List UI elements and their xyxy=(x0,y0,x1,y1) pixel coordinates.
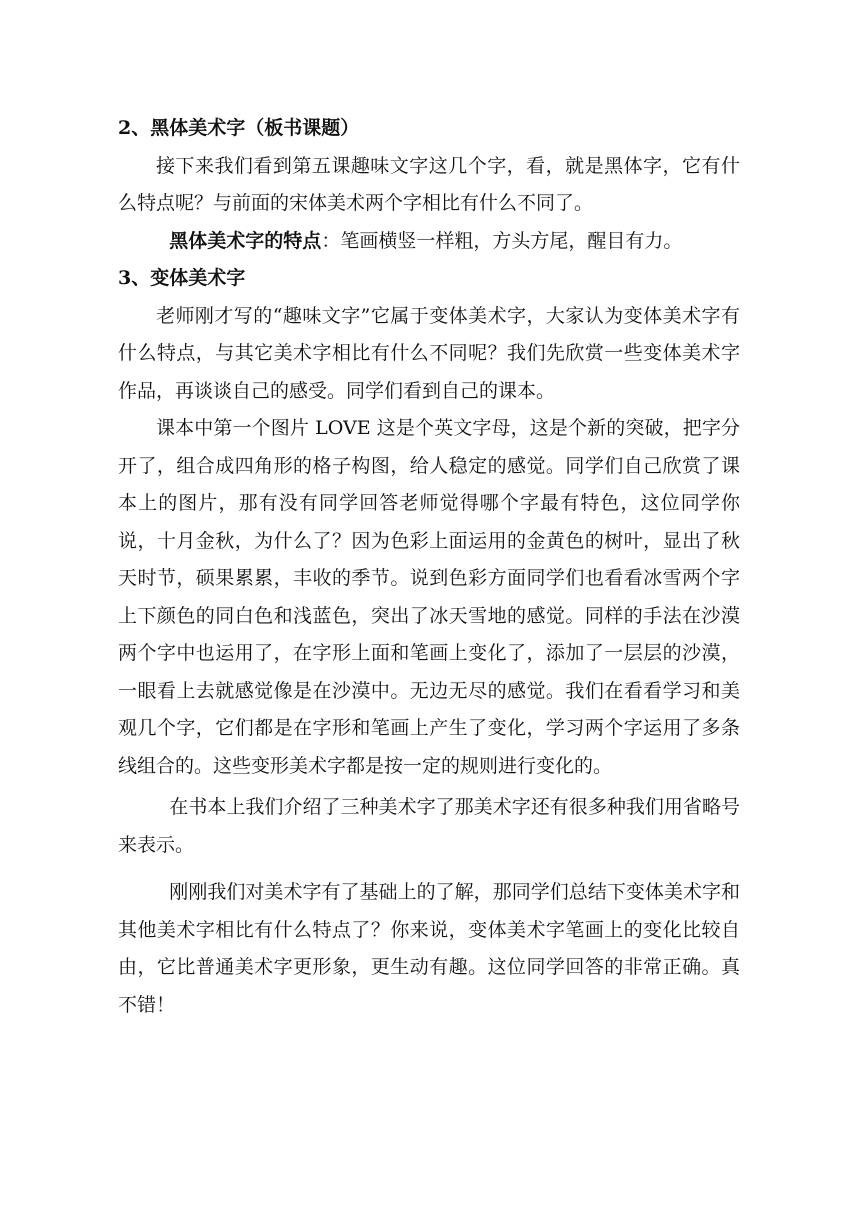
feature-label: 黑体美术字的特点 xyxy=(169,229,322,252)
section-heading-heiti: 2、黑体美术字（板书课题） xyxy=(118,117,360,139)
paragraph-three-types: 在书本上我们介绍了三种美术字了那美术字还有很多种我们用省略号来表示。 xyxy=(118,796,740,856)
paragraph-heiti-intro: 接下来我们看到第五课趣味文字这几个字，看，就是黑体字，它有什么特点呢？与前面的宋体美术两个字相比有什么不同了。 xyxy=(118,154,740,214)
paragraph-love-example: 课本中第一个图片 LOVE 这是个英文字母，这是个新的突破，把字分开了，组合成四角形的格子构图，给人稳定的感觉。同学们自己欣赏了课本上的图片，那有没有同学回答老师觉得哪个字最有特色，这位同学你说，十月金秋，为什么了？因为色彩上面运用的金黄色的树叶，显出了秋天时节，硕果累累，丰收的季节。说到色彩方面同学们也看看冰雪两个字上下颜色的同白色和浅蓝色，突出了冰天雪地的感觉。同样的手法在沙漠两个字中也运用了，在字形上面和笔画上变化了，添加了一层层的沙漠，一眼看上去就感觉像是在沙漠中。无边无尽的感觉。我们在看看学习和美观几个字，它们都是在字形和笔画上产生了变化，学习两个字运用了多条线组合的。这些变形美术字都是按一定的规则进行变化的。 xyxy=(118,417,740,777)
document-body xyxy=(118,110,740,1024)
feature-text: ：笔画横竖一样粗，方头方尾，醒目有力。 xyxy=(321,229,683,252)
paragraph-summary: 刚刚我们对美术字有了基础上的了解，那同学们总结下变体美术字和其他美术字相比有什么特点了？你来说，变体美术字笔画上的变化比较自由，它比普通美术字更形象，更生动有趣。这位同学回答的非常正确。真不错！ xyxy=(118,881,740,1016)
section-heading-bianti: 3、变体美术字 xyxy=(118,267,246,289)
paragraph-bianti-intro: 老师刚才写的“趣味文字”它属于变体美术字，大家认为变体美术字有什么特点，与其它美术字相比有什么不同呢？我们先欣赏一些变体美术字作品，再谈谈自己的感受。同学们看到自己的课本。 xyxy=(118,304,740,402)
paragraph-heiti-features xyxy=(118,223,740,261)
